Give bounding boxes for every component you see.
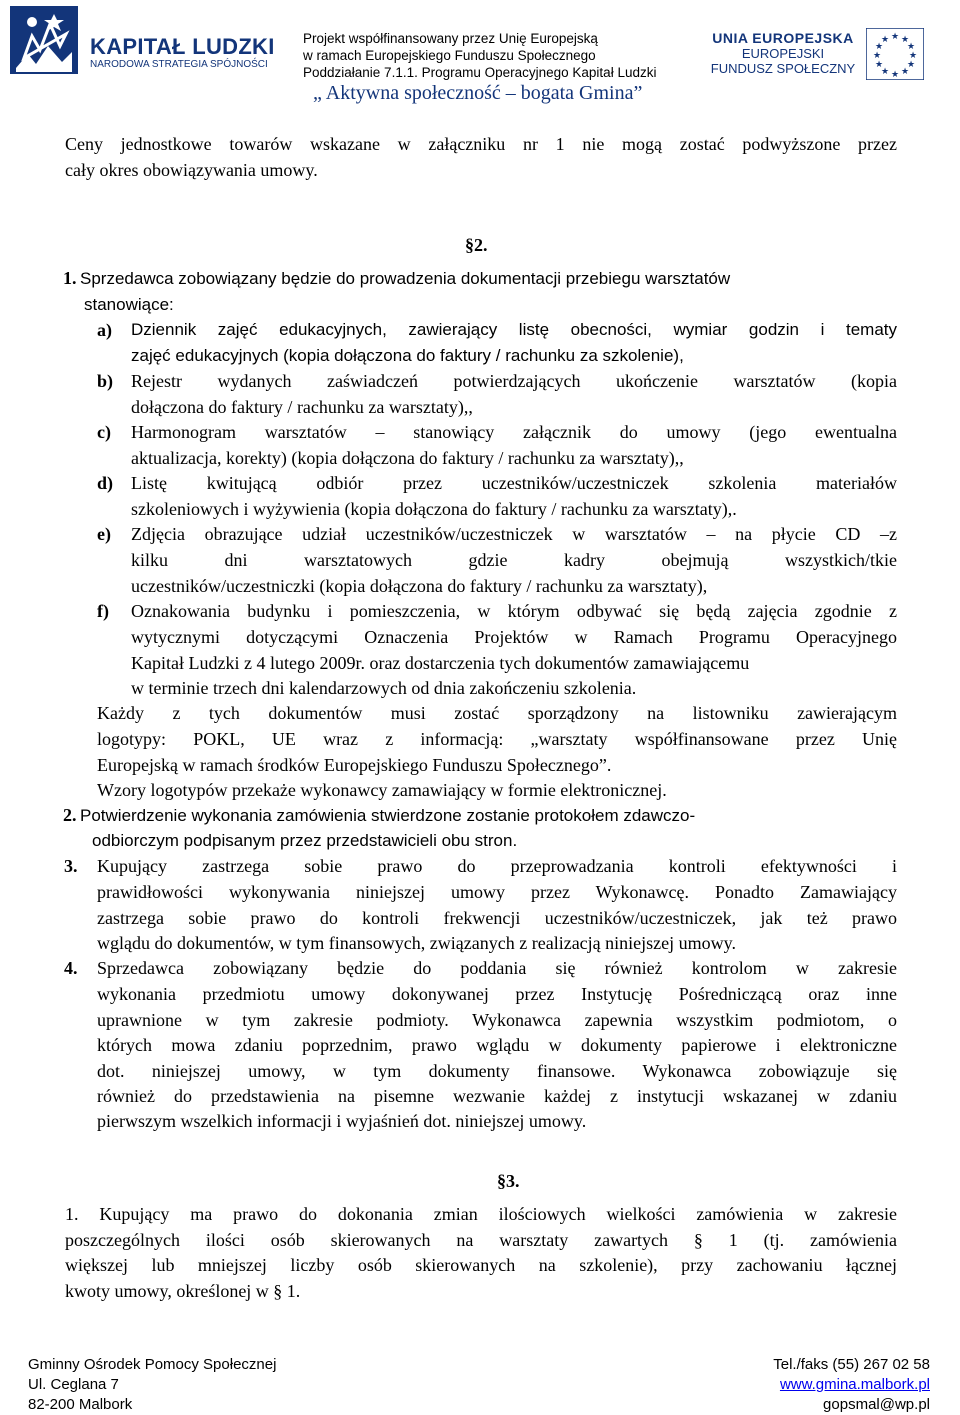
item-3-line: Kupujący zastrzega sobie prawo do przeprowadzania kontroli efektywności i [97, 856, 897, 876]
subitem-d-line: Listę kwitującą odbiór przez uczestników/uczestniczek szkolenia materiałów [131, 473, 897, 493]
page-header [0, 0, 960, 110]
subitem-e-line: kilku dni warsztatowych gdzie kadry obejmują wszystkich/tkie [131, 550, 897, 570]
item-4-line: których mowa zdaniu poprzednim, prawo wglądu w dokumenty papierowe i elektroniczne [97, 1035, 897, 1055]
subitem-c-label: c) [97, 422, 111, 442]
svg-text:★: ★ [874, 42, 884, 52]
svg-text:★: ★ [890, 70, 900, 80]
kapital-ludzki-emblem-icon [10, 6, 78, 74]
subitem-e-line: Zdjęcia obrazujące udział uczestników/uczestniczek w warsztatów – na płycie CD –z [131, 524, 897, 544]
subitem-d-line: szkoleniowych i wyżywienia (kopia dołączona do faktury / rachunku za warsztaty),. [131, 499, 737, 519]
eu-flag-icon [866, 28, 924, 80]
item-4-number: 4. [64, 958, 78, 978]
item-3-number: 3. [64, 856, 78, 876]
eu-fund-logo-text [708, 30, 858, 76]
eu-logo-line: UNIA EUROPEJSKA [712, 30, 854, 46]
eu-logo-line: FUNDUSZ SPOŁECZNY [710, 61, 856, 76]
section-3-line: 1. Kupujący ma prawo do dokonania zmian ilościowych wielkości zamówienia w zakresie [65, 1204, 897, 1224]
item-4-line: wykonania przedmiotu umowy dokonywanej przez Instytucję Pośredniczącą oraz inne [97, 984, 897, 1004]
section-3-line: poszczególnych ilości osób skierowanych na warsztaty zawartych § 1 (tj. zamówienia [65, 1230, 897, 1250]
footer-org-name: Gminny Ośrodek Pomocy Społecznej [28, 1356, 277, 1373]
svg-text:★: ★ [900, 67, 910, 77]
kapital-ludzki-subtitle: NARODOWA STRATEGIA SPÓJNOŚCI [90, 59, 268, 70]
footer-email[interactable]: gopsmal@wp.pl [823, 1396, 930, 1413]
project-line: Projekt współfinansowany przez Unię Europejską [303, 31, 598, 46]
svg-text:★: ★ [874, 60, 884, 70]
item-4-line: również do przedstawienia na pisemne wezwanie każdej z instytucji wskazanej w zdaniu [97, 1086, 897, 1106]
subitem-c-line: aktualizacja, korekty) (kopia dołączona do faktury / rachunku za warsztaty),, [131, 448, 684, 468]
project-info [303, 30, 683, 81]
subitem-b-line: Rejestr wydanych zaświadczeń potwierdzających ukończenie warsztatów (kopia [131, 371, 897, 391]
item-3-line: prawidłowości wykonywania niniejszej umowy przez Wykonawcę. Ponadto Zamawiający [97, 882, 897, 902]
item-4-line: Sprzedawca zobowiązany będzie do poddania się również kontrolom w zakresie [97, 958, 897, 978]
project-line: w ramach Europejskiego Funduszu Społecznego [303, 48, 596, 63]
item-4-line: pierwszym wszelkich informacji i wyjaśnień dot. niniejszej umowy. [97, 1111, 587, 1131]
section-3-heading: §3. [497, 1171, 520, 1191]
intro-line: Ceny jednostkowe towarów wskazane w załączniku nr 1 nie mogą zostać podwyższone przez [65, 134, 897, 154]
item-1-closing-line: Europejską w ramach środków Europejskiego Funduszu Społecznego”. [97, 755, 612, 775]
svg-text:★: ★ [880, 35, 890, 45]
item-1-line: Sprzedawca zobowiązany będzie do prowadzenia dokumentacji przebiegu warsztatów [80, 269, 731, 288]
kapital-ludzki-title: KAPITAŁ LUDZKI [90, 34, 275, 59]
item-2-line: Potwierdzenie wykonania zamówienia stwierdzone zostanie protokołem zdawczo- [80, 806, 696, 825]
item-4-line: dot. niniejszej umowy, w tym dokumenty finansowe. Wykonawca zobowiązuje się [97, 1061, 897, 1081]
item-3-line: zastrzega sobie prawo do kontroli frekwencji uczestników/uczestniczek, jak też prawo [97, 908, 897, 928]
svg-text:★: ★ [906, 60, 916, 70]
item-1-closing-line: Każdy z tych dokumentów musi zostać sporządzony na listowniku zawierającym [97, 703, 897, 723]
subitem-f-line: Kapitał Ludzki z 4 lutego 2009r. oraz dostarczenia tych dokumentów zamawiającemu [131, 653, 750, 673]
item-1-closing-line: Wzory logotypów przekaże wykonawcy zamawiający w formie elektronicznej. [97, 780, 667, 800]
subitem-f-line: wytycznymi dotyczącymi Oznaczenia Projektów w Ramach Programu Operacyjnego [131, 627, 897, 647]
section-2-heading: §2. [465, 235, 488, 255]
footer-address-city: 82-200 Malbork [28, 1396, 133, 1413]
subitem-b-label: b) [97, 371, 114, 391]
subitem-a-label: a) [97, 320, 112, 340]
item-1-line: stanowiące: [84, 295, 174, 314]
item-2-number: 2. [63, 805, 77, 825]
svg-text:★: ★ [872, 51, 882, 61]
subitem-e-line: uczestników/uczestniczki (kopia dołączona do faktury / rachunku za warsztaty), [131, 576, 708, 596]
item-1-closing-line: logotypy: POKL, UE wraz z informacją: „warsztaty współfinansowane przez Unię [97, 729, 897, 749]
section-3-line: kwoty umowy, określonej w § 1. [65, 1281, 301, 1301]
page-footer [0, 1352, 960, 1415]
footer-phone: Tel./faks (55) 267 02 58 [773, 1356, 930, 1373]
svg-text:★: ★ [890, 32, 900, 42]
svg-text:★: ★ [900, 35, 910, 45]
subitem-c-line: Harmonogram warsztatów – stanowiący załącznik do umowy (jego ewentualna [131, 422, 897, 442]
subitem-a-line: zajęć edukacyjnych (kopia dołączona do faktury / rachunku za szkolenie), [131, 346, 684, 365]
subitem-e-label: e) [97, 524, 111, 544]
footer-address-street: Ul. Ceglana 7 [28, 1376, 119, 1393]
item-1-number: 1. [63, 268, 77, 288]
subitem-f-line: w terminie trzech dni kalendarzowych od dnia zakończeniu szkolenia. [131, 678, 637, 698]
subitem-d-label: d) [97, 473, 114, 493]
subitem-f-line: Oznakowania budynku i pomieszczenia, w którym odbywać się będą zajęcia zgodnie z [131, 601, 897, 621]
svg-text:★: ★ [906, 42, 916, 52]
item-4-line: uprawnione w tym zakresie podmioty. Wykonawca zapewnia wszystkim podmiotom, o [97, 1010, 897, 1030]
subitem-f-label: f) [97, 601, 109, 621]
section-3-line: większej lub mniejszej liczby osób skierowanych na szkolenie), przy zachowaniu łącznej [65, 1255, 897, 1275]
kapital-ludzki-logo [10, 6, 280, 76]
item-3-line: wglądu do dokumentów, w tym finansowych, związanych z realizacją niniejszej umowy. [97, 933, 736, 953]
project-line: Poddziałanie 7.1.1. Programu Operacyjnego Kapitał Ludzki [303, 65, 657, 80]
svg-text:★: ★ [908, 51, 918, 61]
intro-line: cały okres obowiązywania umowy. [65, 160, 318, 180]
svg-text:★: ★ [880, 67, 890, 77]
footer-website-link[interactable]: www.gmina.malbork.pl [779, 1376, 930, 1393]
item-2-line: odbiorczym podpisanym przez przedstawicieli obu stron. [92, 831, 518, 850]
subitem-a-line: Dziennik zajęć edukacyjnych, zawierający listę obecności, wymiar godzin i tematy [131, 320, 897, 339]
subitem-b-line: dołączona do faktury / rachunku za warsztaty),, [131, 397, 473, 417]
eu-logo-line: EUROPEJSKI [741, 46, 825, 61]
project-tagline: „ Aktywna społeczność – bogata Gmina” [313, 82, 643, 104]
